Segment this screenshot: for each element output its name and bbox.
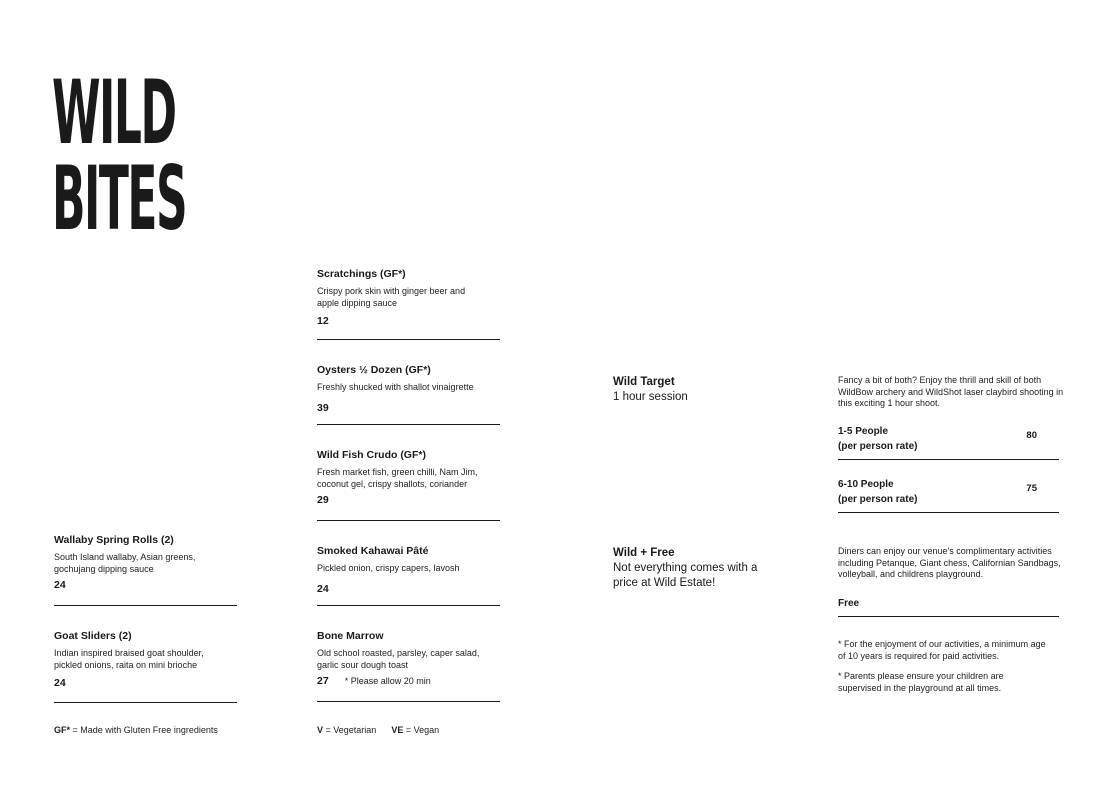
item-desc: South Island wallaby, Asian greens, gochujang dipping sauce bbox=[54, 552, 196, 574]
menu-item-scratchings bbox=[317, 268, 501, 327]
item-name: Scratchings (GF*) bbox=[317, 268, 406, 280]
divider bbox=[54, 702, 237, 703]
menu-item-goat bbox=[54, 630, 238, 689]
item-name: Smoked Kahawai Pâté bbox=[317, 545, 429, 557]
activity-title: Wild + Free bbox=[613, 547, 675, 559]
rate-row bbox=[838, 477, 1059, 507]
activity-desc: Fancy a bit of both? Enjoy the thrill and skill of both WildBow archery and WildShot laser claybird shooting in this exciting 1 hour shoot. bbox=[838, 375, 1064, 408]
activity-subtitle: Not everything comes with a price at Wild Estate! bbox=[613, 562, 758, 589]
gf-legend bbox=[54, 725, 218, 735]
divider bbox=[838, 512, 1059, 513]
item-price: 27 bbox=[317, 675, 329, 687]
activity-price: Free bbox=[838, 598, 860, 609]
activity-desc: Diners can enjoy our venue's complimentary activities including Petanque, Giant chess, Californian Sandbags, volleyball, and childrens playground. bbox=[838, 546, 1061, 579]
rate-sublabel: (per person rate) bbox=[838, 441, 918, 452]
divider bbox=[317, 701, 500, 702]
activity-wild-free bbox=[613, 546, 763, 591]
menu-item-kahawai bbox=[317, 545, 501, 595]
divider bbox=[838, 459, 1059, 460]
rate-label: 6-10 People bbox=[838, 479, 894, 490]
disclaimer-parents: * Parents please ensure your children are supervised in the playground at all times. bbox=[838, 671, 1004, 693]
rate-value: 80 bbox=[1026, 430, 1037, 441]
divider bbox=[317, 424, 500, 425]
activity-subtitle: 1 hour session bbox=[613, 391, 688, 403]
item-desc: Freshly shucked with shallot vinaigrette bbox=[317, 382, 474, 392]
item-price: 39 bbox=[317, 401, 329, 414]
ve-key: VE bbox=[391, 725, 404, 735]
item-desc: Indian inspired braised goat shoulder, pickled onions, raita on mini brioche bbox=[54, 648, 204, 670]
menu-item-crudo bbox=[317, 449, 501, 506]
activity-wild-target bbox=[613, 375, 783, 405]
disclaimer-age: * For the enjoyment of our activities, a minimum age of 10 years is required for paid activities. bbox=[838, 639, 1046, 661]
menu-item-wallaby bbox=[54, 534, 238, 591]
rate-row bbox=[838, 424, 1059, 454]
rate-value: 75 bbox=[1026, 483, 1037, 494]
gf-text: = Made with Gluten Free ingredients bbox=[70, 725, 218, 735]
item-name: Oysters ½ Dozen (GF*) bbox=[317, 364, 431, 376]
item-note: * Please allow 20 min bbox=[344, 676, 431, 686]
ve-text: = Vegan bbox=[403, 725, 440, 735]
rate-sublabel: (per person rate) bbox=[838, 494, 918, 505]
gf-key: GF* bbox=[54, 725, 71, 735]
menu-item-oysters bbox=[317, 364, 501, 414]
price-row bbox=[838, 596, 1059, 611]
divider bbox=[838, 616, 1059, 617]
item-desc: Crispy pork skin with ginger beer and apple dipping sauce bbox=[317, 286, 466, 308]
item-name: Bone Marrow bbox=[317, 630, 384, 642]
item-name: Wild Fish Crudo (GF*) bbox=[317, 449, 426, 461]
v-key: V bbox=[317, 725, 324, 735]
item-desc: Old school roasted, parsley, caper salad, garlic sour dough toast bbox=[317, 648, 480, 670]
diet-legend bbox=[317, 725, 439, 735]
page-title bbox=[52, 61, 187, 250]
v-text: = Vegetarian bbox=[323, 725, 377, 735]
title-line-1: WILD bbox=[52, 61, 176, 164]
item-price: 24 bbox=[317, 582, 329, 595]
item-name: Goat Sliders (2) bbox=[54, 630, 132, 642]
item-price: 24 bbox=[54, 579, 66, 591]
divider bbox=[317, 339, 500, 340]
item-price: 24 bbox=[54, 677, 66, 689]
activity-title: Wild Target bbox=[613, 376, 675, 388]
item-name: Wallaby Spring Rolls (2) bbox=[54, 534, 174, 546]
divider bbox=[317, 520, 500, 521]
divider bbox=[54, 605, 237, 606]
item-desc: Pickled onion, crispy capers, lavosh bbox=[317, 563, 460, 573]
menu-item-marrow bbox=[317, 630, 501, 687]
item-price: 29 bbox=[317, 494, 329, 506]
rate-label: 1-5 People bbox=[838, 426, 889, 437]
item-price: 12 bbox=[317, 315, 329, 327]
divider bbox=[317, 605, 500, 606]
item-desc: Fresh market fish, green chilli, Nam Jim, coconut gel, crispy shallots, coriander bbox=[317, 467, 478, 489]
title-line-2: BITES bbox=[52, 147, 187, 250]
